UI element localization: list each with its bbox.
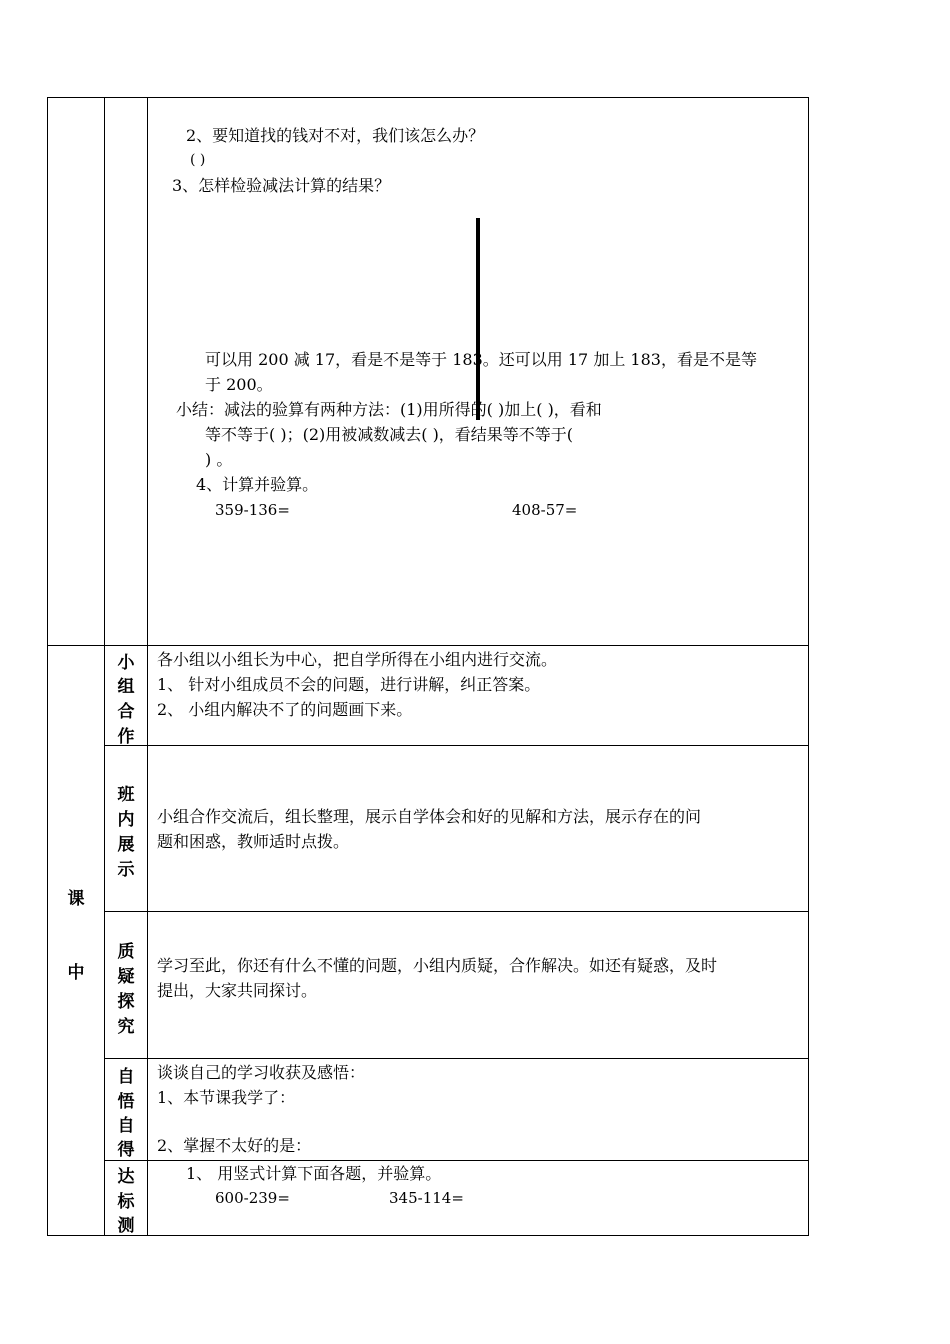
row4-text-line: 谈谈自己的学习收获及感悟： bbox=[157, 1063, 366, 1082]
row4-text-line: 1、本节课我学了： bbox=[157, 1088, 296, 1107]
row4-label-char: 自 bbox=[117, 1116, 135, 1136]
question-2: 2、要知道找的钱对不对，我们该怎么办？ bbox=[186, 126, 485, 145]
side-label-char-2: 中 bbox=[67, 963, 85, 983]
table-border-left bbox=[47, 97, 48, 1236]
explanation-line-1: 可以用 200 减 17，看是不是等于 183。还可以用 17 加上 183，看是不是等 bbox=[205, 350, 757, 369]
table-border-right bbox=[808, 97, 809, 1236]
row-divider-2 bbox=[104, 911, 809, 912]
row4-label-char: 自 bbox=[117, 1067, 135, 1087]
explanation-line-2: 于 200。 bbox=[205, 375, 273, 394]
row2-label-char: 示 bbox=[117, 860, 135, 880]
row1-label-char: 小 bbox=[117, 653, 135, 673]
summary-line-1: 小结：减法的验算有两种方法：(1)用所得的( )加上( )，看和 bbox=[176, 400, 602, 419]
row3-text-line: 学习至此，你还有什么不懂的问题，小组内质疑，合作解决。如还有疑惑，及时 bbox=[157, 956, 718, 975]
row3-label-char: 疑 bbox=[117, 967, 135, 987]
row3-text-line: 提出，大家共同探讨。 bbox=[157, 981, 318, 1000]
row-divider-main bbox=[47, 645, 809, 646]
row5-calc-problem-1: 600-239= bbox=[215, 1189, 290, 1207]
summary-line-2: 等不等于( )；(2)用被减数减去( )，看结果等不等于( bbox=[205, 425, 574, 444]
side-label-char-1: 课 bbox=[67, 889, 85, 909]
row5-text-line: 1、 用竖式计算下面各题，并验算。 bbox=[186, 1164, 442, 1183]
row5-label-char: 标 bbox=[117, 1192, 135, 1212]
row2-text-line: 小组合作交流后，组长整理，展示自学体会和好的见解和方法，展示存在的问 bbox=[157, 807, 702, 826]
row5-label-char: 达 bbox=[117, 1167, 135, 1187]
calc-problem-1: 359-136= bbox=[215, 501, 290, 519]
row4-label-char: 悟 bbox=[117, 1092, 135, 1112]
row2-label-char: 内 bbox=[117, 810, 135, 830]
row1-text-line: 2、 小组内解决不了的问题画下来。 bbox=[157, 700, 413, 719]
row1-label-char: 组 bbox=[117, 677, 135, 697]
row-divider-4 bbox=[104, 1160, 809, 1161]
row1-text-line: 各小组以小组长为中心，把自学所得在小组内进行交流。 bbox=[157, 650, 558, 669]
column-divider-2 bbox=[147, 97, 148, 1236]
row5-label-char: 测 bbox=[117, 1216, 135, 1236]
table-border-top bbox=[47, 97, 809, 98]
row2-label-char: 班 bbox=[117, 785, 135, 805]
row4-label-char: 得 bbox=[117, 1140, 135, 1160]
calc-problem-2: 408-57= bbox=[512, 501, 578, 519]
row-divider-1 bbox=[104, 745, 809, 746]
row3-label-char: 质 bbox=[117, 942, 135, 962]
question-4: 4、计算并验算。 bbox=[196, 475, 319, 494]
row3-label-char: 探 bbox=[117, 992, 135, 1012]
row4-text-line: 2、掌握不太好的是： bbox=[157, 1136, 312, 1155]
question-2-answer-blank: ( ) bbox=[190, 152, 206, 168]
row-divider-3 bbox=[104, 1058, 809, 1059]
table-border-bottom bbox=[47, 1235, 809, 1236]
question-3: 3、怎样检验减法计算的结果？ bbox=[172, 176, 391, 195]
row5-calc-problem-2: 345-114= bbox=[389, 1189, 464, 1207]
row2-label-char: 展 bbox=[117, 835, 135, 855]
row3-label-char: 究 bbox=[117, 1017, 135, 1037]
row1-label-char: 合 bbox=[117, 702, 135, 722]
summary-line-3: ) 。 bbox=[205, 450, 233, 469]
column-divider-1 bbox=[104, 97, 105, 1236]
row1-text-line: 1、 针对小组成员不会的问题，进行讲解，纠正答案。 bbox=[157, 675, 541, 694]
vertical-bar-mark bbox=[476, 218, 480, 420]
row2-text-line: 题和困惑，教师适时点拨。 bbox=[157, 832, 350, 851]
row1-label-char: 作 bbox=[117, 727, 135, 747]
